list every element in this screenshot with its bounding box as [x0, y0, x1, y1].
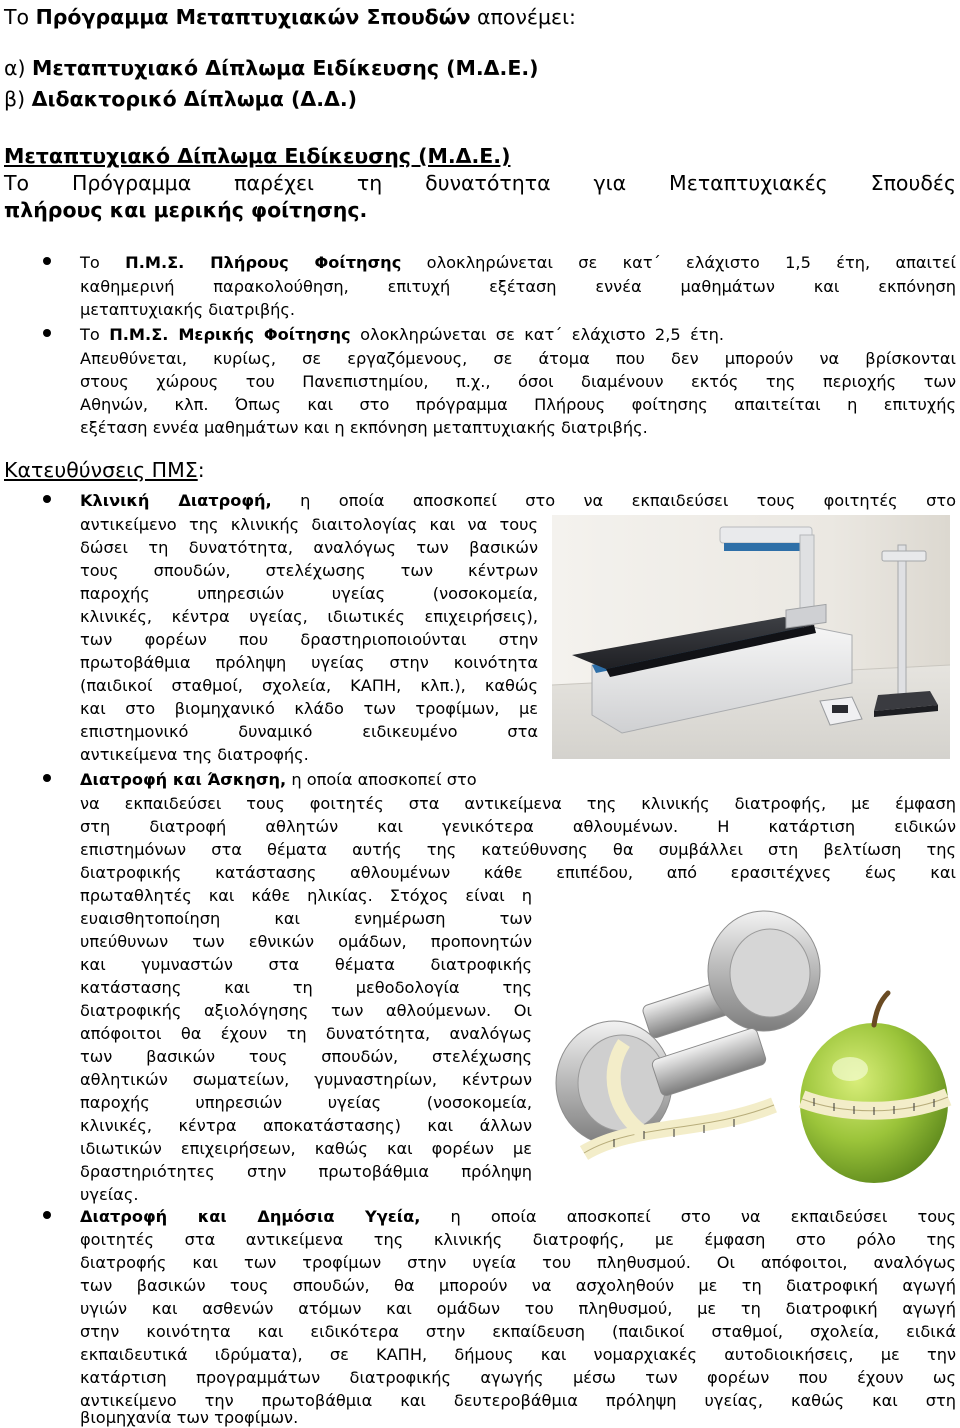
mde-intro-line: Το Πρόγραμμα παρέχει τη δυνατότητα για Μεταπτυχιακές Σπουδές — [4, 171, 956, 195]
clinical-line: και στο βιομηχανικό κλάδο των τροφίμων, με — [80, 699, 538, 718]
bullet — [43, 495, 51, 503]
exercise-line: και γυμναστών στα θέματα διατροφικής — [80, 955, 532, 974]
public-health-line: κατάρτιση προγραμμάτων διατροφικής αγωγής μέσω των φορέων που έχουν ως — [80, 1368, 956, 1387]
clinical-title: Κλινική Διατροφή, — [80, 491, 272, 510]
exercise-line: επιστημόνων στα θέματα αυτής της κατεύθυνσης θα συμβάλλει στη βελτίωση της — [80, 840, 956, 859]
full-time-line: καθημερινή παρακολούθηση, επιτυχή εξέταση εννέα μαθημάτων και εκπόνηση — [80, 277, 956, 296]
clinical-line: αντικείμενο της κλινικής διαιτολογίας και να τους — [80, 515, 538, 534]
exercise-line: διατροφικής κατάστασης αθλουμένων κάθε επιπέδου, από ερασιτέχνες έως και — [80, 863, 956, 882]
text: : — [197, 458, 205, 482]
degree-b — [4, 86, 357, 112]
clinical-line: δώσει τη δυνατότητα, αναλόγως των βασικών — [80, 538, 538, 557]
text: Το — [80, 325, 110, 344]
exercise-line: διατροφικής αξιολόγησης των αθλούμενων. Οι — [80, 1001, 532, 1020]
mde-heading: Μεταπτυχιακό Δίπλωμα Ειδίκευσης (Μ.Δ.Ε.) — [4, 144, 511, 168]
clinical-line — [80, 490, 956, 511]
exercise-line: κατάστασης και τη μεθοδολογία της — [80, 978, 532, 997]
text: ολοκληρώνεται σε κατ΄ ελάχιστο 1,5 έτη, απαιτεί — [401, 253, 957, 272]
text: Το — [80, 253, 126, 272]
part-time-line — [80, 324, 724, 345]
clinical-line: πρωτοβάθμια πρόληψη υγείας στην κοινότητα — [80, 653, 538, 672]
public-health-title: Διατροφή και Δημόσια Υγεία, — [80, 1207, 421, 1226]
exercise-line: υπεύθυνων των εθνικών ομάδων, προπονητών — [80, 932, 532, 951]
clinical-line: τους σπουδών, στελέχωσης των κέντρων — [80, 561, 538, 580]
exercise-line: ιδιωτικών επιχειρήσεων, καθώς και φορέων με — [80, 1139, 532, 1158]
part-time-line: στους χώρους του Πανεπιστημίου, π.χ., όσοι διαμένουν εκτός της περιοχής των — [80, 372, 956, 391]
degree-name: Διδακτορικό Δίπλωμα (Δ.Δ.) — [31, 87, 358, 111]
bullet — [43, 257, 51, 265]
public-health-line: στην κοινότητα και ειδικότερα στην εκπαίδευση (παιδικοί σταθμοί, σχολεία, ειδικά — [80, 1322, 956, 1341]
public-health-line: υγιών και ασθενών ατόμων και ομάδων του πληθυσμού, με τη διατροφική αγωγή — [80, 1299, 956, 1318]
exercise-line: κλινικές, κέντρα αποκατάστασης) και άλλων — [80, 1116, 532, 1135]
dumbbell-apple-photo — [544, 893, 954, 1199]
clinical-line: επιστημονικό δυναμικό ειδικευμένο στα — [80, 722, 538, 741]
full-time-line: μεταπτυχιακής διατριβής. — [80, 300, 296, 319]
clinical-line: παροχής υπηρεσιών υγείας (νοσοκομεία, — [80, 584, 538, 603]
exercise-line — [80, 769, 477, 790]
exercise-line: αθλητικών σωματείων, γυμναστηρίων, κέντρων — [80, 1070, 532, 1089]
exercise-title: Διατροφή και Άσκηση, — [80, 770, 287, 789]
exercise-line: απόφοιτοι θα έχουν τη δυνατότητα, αναλόγως — [80, 1024, 532, 1043]
full-time-label: Π.Μ.Σ. Πλήρους Φοίτησης — [125, 253, 402, 272]
intro-text: απονέμει: — [470, 5, 576, 29]
exercise-line: ευαισθητοποίηση και ενημέρωση των — [80, 909, 532, 928]
public-health-line — [80, 1206, 956, 1227]
text: η οποία αποσκοπεί στο να εκπαιδεύσει τους — [420, 1207, 956, 1226]
directions-title: Κατευθύνσεις ΠΜΣ — [4, 458, 198, 482]
clinical-line: αντικείμενα της διατροφής. — [80, 745, 309, 764]
full-time-line — [80, 252, 956, 273]
exercise-line: παροχής υπηρεσιών υγείας (νοσοκομεία, — [80, 1093, 532, 1112]
degree-a — [4, 55, 539, 81]
text: ολοκληρώνεται σε κατ΄ ελάχιστο 2,5 έτη. — [350, 325, 724, 344]
bullet — [43, 1211, 51, 1219]
part-time-line: εξέταση εννέα μαθημάτων και η εκπόνηση μεταπτυχιακής διατριβής. — [80, 418, 648, 437]
bullet — [43, 329, 51, 337]
degree-name: Μεταπτυχιακό Δίπλωμα Ειδίκευσης (Μ.Δ.Ε.) — [32, 56, 539, 80]
exercise-line: να εκπαιδεύσει τους φοιτητές στα αντικείμενα της κλινικής διατροφής, με έμφαση — [80, 794, 956, 813]
exercise-line: των βασικών τους σπουδών, στελέχωσης — [80, 1047, 532, 1066]
list-marker: α) — [4, 56, 33, 80]
exercise-line: πρωταθλητές και κάθε ηλικίας. Στόχος είναι η — [80, 886, 532, 905]
exercise-line: δραστηριότητες στην πρωτοβάθμια πρόληψη — [80, 1162, 532, 1181]
part-time-line: Αθηνών, κλπ. Όπως και στο πρόγραμμα Πλήρους φοίτησης απαιτείται η επιτυχής — [80, 395, 956, 414]
intro-text: Το — [4, 5, 36, 29]
public-health-line: διατροφής και των τροφίμων στην υγεία του πληθυσμού. Οι απόφοιτοι, αναλόγως — [80, 1253, 956, 1272]
exercise-line: υγείας. — [80, 1185, 139, 1204]
part-time-label: Π.Μ.Σ. Μερικής Φοίτησης — [109, 325, 351, 344]
public-health-line: των βασικών τους σπουδών, θα μπορούν να ασχοληθούν με τη διατροφική αγωγή — [80, 1276, 956, 1295]
clinical-equipment-photo — [552, 515, 950, 759]
list-marker: β) — [4, 87, 32, 111]
directions-heading — [4, 457, 205, 483]
clinical-line: των φορέων που δραστηριοποιούνται στην — [80, 630, 538, 649]
clinical-line: κλινικές, κέντρα υγείας, ιδιωτικές επιχειρήσεις), — [80, 607, 538, 626]
intro-line — [4, 4, 576, 30]
public-health-line: βιομηχανία των τροφίμων. — [80, 1408, 299, 1427]
text: η οποία αποσκοπεί στο — [286, 770, 477, 789]
exercise-line: στη διατροφή αθλητών και γενικότερα αθλουμένων. Η κατάρτιση ειδικών — [80, 817, 956, 836]
text: η οποία αποσκοπεί στο να εκπαιδεύσει τους φοιτητές στο — [271, 491, 956, 510]
bullet — [43, 774, 51, 782]
clinical-line: (παιδικοί σταθμοί, σχολεία, ΚΑΠΗ, κλπ.), καθώς — [80, 676, 538, 695]
mde-intro-line: πλήρους και μερικής φοίτησης. — [4, 198, 368, 222]
program-name: Πρόγραμμα Μεταπτυχιακών Σπουδών — [35, 5, 471, 29]
public-health-line: εκπαιδευτικά ιδρύματα), σε ΚΑΠΗ, δήμους και νομαρχιακές αυτοδιοικήσεις, με την — [80, 1345, 956, 1364]
public-health-line: αντικείμενο την πρωτοβάθμια και δευτεροβάθμια πρόληψη υγείας, καθώς και στη — [80, 1391, 956, 1410]
public-health-line: φοιτητές στα αντικείμενα της κλινικής διατροφής, με έμφαση στο ρόλο της — [80, 1230, 956, 1249]
part-time-line: Απευθύνεται, κυρίως, σε εργαζόμενους, σε άτομα που δεν μπορούν να βρίσκονται — [80, 349, 956, 368]
